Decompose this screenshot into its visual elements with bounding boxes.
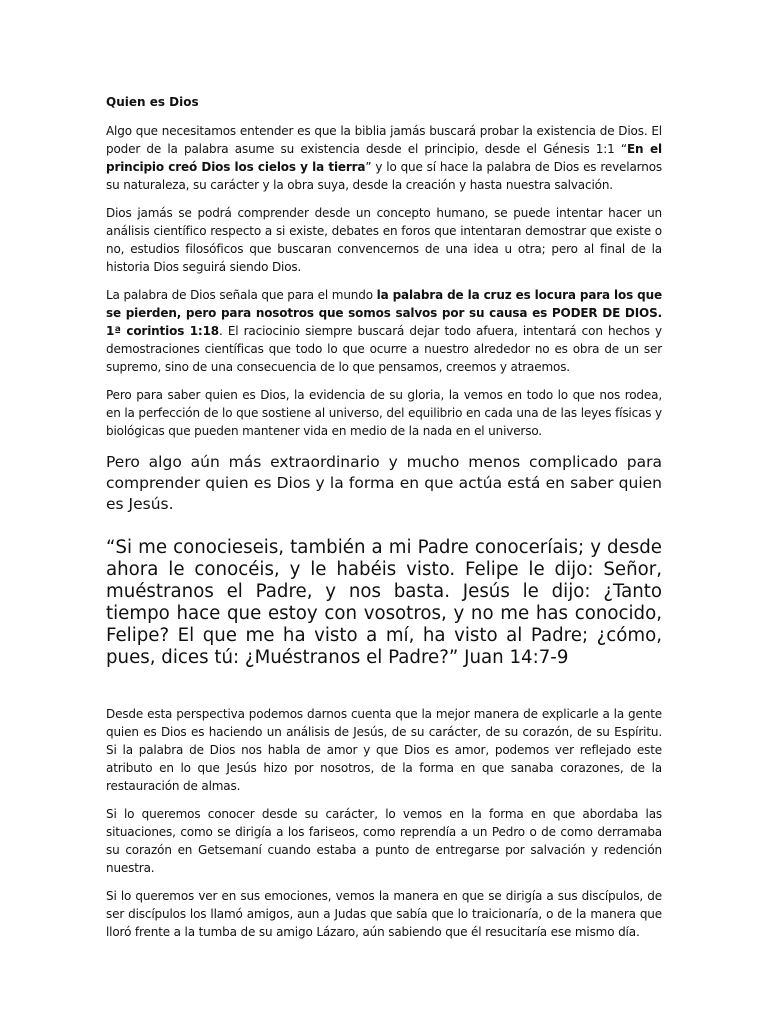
document-page [106, 94, 662, 951]
paragraph-4: Pero para saber quien es Dios, la evidencia de su gloria, la vemos en todo lo que nos rodea, en la perfección de lo que sostiene al universo, del equilibrio en cada una de las leyes físicas y biológicas que pueden mantener vida en medio de la nada en el universo. [106, 388, 662, 438]
document-title: Quien es Dios [106, 95, 199, 109]
paragraph-3-bold: la palabra de la cruz es locura para los que se pierden, pero para nosotros que somos salvos por su causa es PODER DE DIOS. 1ª corintios 1:18 [106, 288, 662, 338]
paragraph-3-text-a: La palabra de Dios señala que para el mundo [106, 288, 377, 302]
paragraph-8: Si lo queremos ver en sus emociones, vemos la manera en que se dirigía a sus discípulos, de ser discípulos los llamó amigos, aun a Judas que sabía que lo traicionaría, o de la manera que lloró frente a la tumba de su amigo Lázaro, aún sabiendo que él resucitaría ese mismo día. [106, 889, 662, 939]
paragraph-6: Desde esta perspectiva podemos darnos cuenta que la mejor manera de explicarle a la gente quien es Dios es haciendo un análisis de Jesús, de su carácter, de su corazón, de su Espíritu. Si la palabra de Dios nos habla de amor y que Dios es amor, podemos ver reflejado este atributo en lo que Jesús hizo por nosotros, de la forma en que sanaba corazones, de la restauración de almas. [106, 707, 662, 793]
paragraph-1-bold: En el principio creó Dios los cielos y la tierra [106, 142, 662, 174]
paragraph-3 [106, 286, 662, 376]
paragraph-1-text-c: ” y lo que sí hace la palabra de Dios es revelarnos su naturaleza, su carácter y la obra suya, desde la creación y hasta nuestra salvación. [106, 160, 662, 192]
paragraph-1-text-a: Algo que necesitamos entender es que la biblia jamás buscará probar la existencia de Dios. El poder de la palabra asume su existencia desde el principio, desde el Génesis 1:1 “ [106, 124, 662, 156]
bible-quote: “Si me conocieseis, también a mi Padre conoceríais; y desde ahora le conocéis, y le habéis visto. Felipe le dijo: Señor, muéstranos el Padre, y nos basta. Jesús le dijo: ¿Tanto tiempo hace que estoy con vosotros, y no me has conocido, Felipe? El que me ha visto a mí, ha visto al Padre; ¿cómo, pues, dices tú: ¿Muéstranos el Padre?” Juan 14:7-9 [106, 537, 662, 668]
paragraph-2: Dios jamás se podrá comprender desde un concepto humano, se puede intentar hacer un análisis científico respecto a si existe, debates en foros que intentaran demostrar que existe o no, estudios filosóficos que buscaran convencernos de una idea u otra; pero al final de la historia Dios seguirá siendo Dios. [106, 206, 662, 274]
paragraph-5: Pero algo aún más extraordinario y mucho menos complicado para comprender quien es Dios y la forma en que actúa está en saber quien es Jesús. [106, 453, 662, 513]
paragraph-1 [106, 122, 662, 194]
paragraph-7: Si lo queremos conocer desde su carácter, lo vemos en la forma en que abordaba las situaciones, como se dirigía a los fariseos, como reprendía a un Pedro o de como derramaba su corazón en Getsemaní cuando estaba a punto de entregarse por salvación y redención nuestra. [106, 807, 662, 875]
paragraph-3-text-c: . El raciocinio siempre buscará dejar todo afuera, intentará con hechos y demostraciones científicas que todo lo que ocurre a nuestro alrededor no es obra de un ser supremo, sino de una consecuencia de lo que pensamos, creemos y atraemos. [106, 324, 662, 374]
